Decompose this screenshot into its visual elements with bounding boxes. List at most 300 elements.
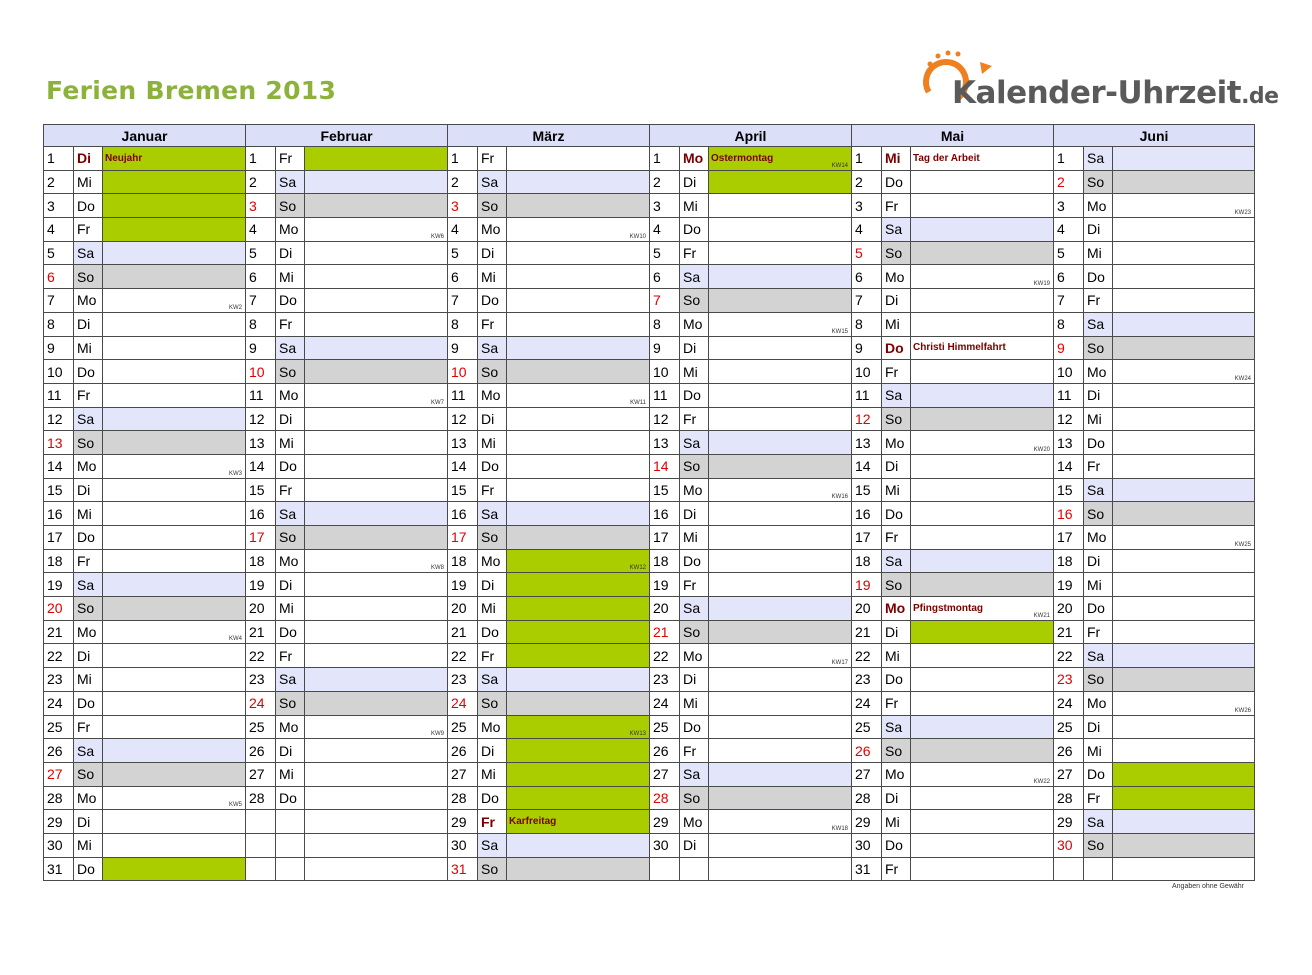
weekday: Mo — [74, 786, 103, 810]
day-number: 21 — [852, 620, 882, 644]
day-number: 24 — [1054, 691, 1084, 715]
day-number: 16 — [650, 502, 680, 526]
day-note — [507, 691, 650, 715]
day-number: 17 — [852, 526, 882, 550]
weekday: Mo — [1084, 691, 1113, 715]
weekday: So — [276, 360, 305, 384]
table-row — [44, 336, 1255, 360]
day-note — [709, 383, 852, 407]
day-note — [305, 265, 448, 289]
weekday: Do — [74, 194, 103, 218]
weekday: Mo — [882, 597, 911, 621]
day-note — [103, 289, 246, 313]
day-number: 1 — [246, 147, 276, 171]
day-number: 21 — [1054, 620, 1084, 644]
weekday: Di — [680, 833, 709, 857]
table-row — [44, 454, 1255, 478]
day-note — [103, 407, 246, 431]
table-row — [44, 644, 1255, 668]
day-note — [709, 454, 852, 478]
day-number: 29 — [852, 810, 882, 834]
weekday: So — [276, 526, 305, 550]
day-note — [103, 170, 246, 194]
week-number: KW19 — [1033, 281, 1050, 288]
table-row — [44, 289, 1255, 313]
week-number: KW14 — [831, 162, 848, 169]
day-number: 19 — [448, 573, 478, 597]
day-number: 24 — [448, 691, 478, 715]
day-note — [103, 502, 246, 526]
table-row — [44, 170, 1255, 194]
weekday: Sa — [276, 170, 305, 194]
day-number: 11 — [44, 383, 74, 407]
day-number: 22 — [246, 644, 276, 668]
weekday: Sa — [882, 549, 911, 573]
weekday: Sa — [276, 336, 305, 360]
weekday: Mi — [74, 833, 103, 857]
day-number: 29 — [650, 810, 680, 834]
day-note — [709, 194, 852, 218]
day-number: 7 — [1054, 289, 1084, 313]
day-note — [507, 454, 650, 478]
day-note — [911, 810, 1054, 834]
day-note — [911, 407, 1054, 431]
empty-cell — [305, 833, 448, 857]
day-number: 20 — [1054, 597, 1084, 621]
weekday: Sa — [680, 265, 709, 289]
day-number: 2 — [650, 170, 680, 194]
day-number: 26 — [246, 739, 276, 763]
weekday: Mo — [882, 431, 911, 455]
weekday: Di — [1084, 383, 1113, 407]
day-note — [103, 810, 246, 834]
weekday: Mo — [680, 147, 709, 171]
day-number: 28 — [1054, 786, 1084, 810]
page-title: Ferien Bremen 2013 — [46, 76, 337, 105]
day-note — [507, 336, 650, 360]
logo-text — [952, 75, 1279, 111]
empty-cell — [276, 857, 305, 881]
weekday: Fr — [882, 691, 911, 715]
day-number: 28 — [650, 786, 680, 810]
weekday: Di — [680, 502, 709, 526]
day-note — [709, 549, 852, 573]
weekday: So — [478, 360, 507, 384]
day-note — [709, 597, 852, 621]
day-number: 11 — [650, 383, 680, 407]
day-note — [911, 857, 1054, 881]
weekday: Sa — [680, 762, 709, 786]
day-number: 27 — [448, 762, 478, 786]
day-number: 7 — [448, 289, 478, 313]
month-header: Januar — [44, 125, 246, 147]
month-header: Mai — [852, 125, 1054, 147]
week-number: KW2 — [228, 304, 242, 311]
day-note — [507, 620, 650, 644]
day-note — [507, 360, 650, 384]
day-number: 5 — [246, 241, 276, 265]
weekday: Di — [680, 336, 709, 360]
day-number: 4 — [44, 218, 74, 242]
weekday: Di — [680, 668, 709, 692]
day-note — [709, 739, 852, 763]
table-row — [44, 526, 1255, 550]
day-number: 4 — [852, 218, 882, 242]
day-note — [1113, 478, 1255, 502]
day-note — [709, 620, 852, 644]
day-number: 18 — [1054, 549, 1084, 573]
day-note — [709, 573, 852, 597]
day-number: 29 — [448, 810, 478, 834]
day-number: 9 — [650, 336, 680, 360]
day-note — [507, 786, 650, 810]
day-number: 16 — [1054, 502, 1084, 526]
holiday-name: Neujahr — [105, 152, 143, 164]
weekday: Di — [478, 739, 507, 763]
day-number: 9 — [448, 336, 478, 360]
weekday: Mo — [478, 218, 507, 242]
weekday: So — [74, 597, 103, 621]
weekday: Di — [478, 573, 507, 597]
day-note — [709, 762, 852, 786]
day-note — [305, 289, 448, 313]
week-number: KW3 — [228, 470, 242, 477]
week-number: KW17 — [831, 660, 848, 667]
weekday: So — [882, 573, 911, 597]
day-note — [507, 644, 650, 668]
weekday: Di — [1084, 549, 1113, 573]
weekday: Do — [882, 833, 911, 857]
empty-cell — [305, 857, 448, 881]
day-note — [709, 312, 852, 336]
day-number: 11 — [448, 383, 478, 407]
day-number: 26 — [448, 739, 478, 763]
table-row — [44, 786, 1255, 810]
day-note — [103, 526, 246, 550]
weekday: Sa — [74, 739, 103, 763]
day-number: 30 — [1054, 833, 1084, 857]
weekday: Di — [74, 644, 103, 668]
empty-cell — [276, 833, 305, 857]
weekday: So — [478, 194, 507, 218]
day-number: 22 — [650, 644, 680, 668]
day-note — [709, 360, 852, 384]
day-note — [709, 478, 852, 502]
day-number: 6 — [1054, 265, 1084, 289]
table-row — [44, 407, 1255, 431]
table-row — [44, 478, 1255, 502]
day-number: 8 — [448, 312, 478, 336]
day-number: 12 — [1054, 407, 1084, 431]
day-note — [709, 147, 852, 171]
day-note — [1113, 620, 1255, 644]
day-number: 5 — [448, 241, 478, 265]
weekday: Di — [680, 170, 709, 194]
day-note — [709, 810, 852, 834]
weekday: Di — [74, 147, 103, 171]
day-note — [1113, 407, 1255, 431]
day-number: 17 — [246, 526, 276, 550]
day-number: 14 — [246, 454, 276, 478]
day-note — [507, 431, 650, 455]
weekday: Mo — [680, 312, 709, 336]
day-number: 6 — [650, 265, 680, 289]
day-number: 24 — [44, 691, 74, 715]
weekday: Di — [74, 478, 103, 502]
day-number: 21 — [650, 620, 680, 644]
day-number: 15 — [246, 478, 276, 502]
day-number: 8 — [650, 312, 680, 336]
day-note — [103, 241, 246, 265]
weekday: Mo — [1084, 526, 1113, 550]
day-note — [709, 715, 852, 739]
day-note — [709, 289, 852, 313]
weekday: Mo — [478, 715, 507, 739]
week-number: KW24 — [1234, 375, 1251, 382]
weekday: Sa — [478, 833, 507, 857]
day-number: 26 — [852, 739, 882, 763]
day-number: 19 — [44, 573, 74, 597]
day-number: 20 — [448, 597, 478, 621]
day-number: 13 — [246, 431, 276, 455]
day-note — [103, 644, 246, 668]
day-number: 9 — [44, 336, 74, 360]
weekday: Do — [74, 857, 103, 881]
day-note — [1113, 739, 1255, 763]
day-note — [507, 833, 650, 857]
day-note — [911, 786, 1054, 810]
day-note — [305, 147, 448, 171]
table-row — [44, 691, 1255, 715]
table-row — [44, 857, 1255, 881]
day-number: 22 — [1054, 644, 1084, 668]
day-number: 31 — [448, 857, 478, 881]
day-number: 20 — [44, 597, 74, 621]
day-number: 15 — [852, 478, 882, 502]
table-row — [44, 265, 1255, 289]
weekday: Fr — [74, 715, 103, 739]
day-number: 2 — [44, 170, 74, 194]
day-note — [103, 147, 246, 171]
weekday: So — [1084, 502, 1113, 526]
table-row — [44, 431, 1255, 455]
weekday: Fr — [1084, 786, 1113, 810]
weekday: Fr — [276, 478, 305, 502]
weekday: Do — [276, 786, 305, 810]
day-note — [911, 691, 1054, 715]
weekday: Mi — [882, 478, 911, 502]
weekday: Do — [680, 549, 709, 573]
weekday: So — [680, 454, 709, 478]
day-number: 4 — [448, 218, 478, 242]
day-note — [305, 691, 448, 715]
day-note — [305, 573, 448, 597]
day-note — [305, 597, 448, 621]
day-note — [1113, 336, 1255, 360]
day-note — [1113, 265, 1255, 289]
day-note — [911, 668, 1054, 692]
empty-cell — [246, 857, 276, 881]
weekday: Di — [882, 620, 911, 644]
weekday: Do — [276, 289, 305, 313]
day-note — [911, 715, 1054, 739]
day-number: 15 — [448, 478, 478, 502]
day-note — [507, 668, 650, 692]
day-number: 13 — [650, 431, 680, 455]
day-number: 28 — [852, 786, 882, 810]
day-number: 6 — [44, 265, 74, 289]
day-note — [103, 857, 246, 881]
logo-main: Kalender-Uhrzeit — [952, 75, 1242, 111]
month-header-row — [44, 125, 1255, 147]
weekday: Fr — [882, 526, 911, 550]
day-number: 19 — [246, 573, 276, 597]
day-note — [911, 147, 1054, 171]
day-note — [911, 644, 1054, 668]
day-note — [305, 739, 448, 763]
day-note — [507, 312, 650, 336]
week-number: KW18 — [831, 825, 848, 832]
day-number: 13 — [1054, 431, 1084, 455]
weekday: Mi — [1084, 407, 1113, 431]
day-note — [1113, 810, 1255, 834]
day-note — [507, 739, 650, 763]
weekday: Sa — [478, 668, 507, 692]
weekday: Do — [74, 691, 103, 715]
weekday: Sa — [74, 241, 103, 265]
day-number: 12 — [650, 407, 680, 431]
day-number: 25 — [246, 715, 276, 739]
day-note — [305, 407, 448, 431]
day-number: 5 — [44, 241, 74, 265]
day-note — [709, 691, 852, 715]
day-note — [1113, 644, 1255, 668]
day-number: 10 — [1054, 360, 1084, 384]
weekday: Mi — [74, 336, 103, 360]
day-note — [1113, 715, 1255, 739]
day-note — [911, 312, 1054, 336]
day-note — [305, 715, 448, 739]
table-row — [44, 715, 1255, 739]
day-number: 11 — [1054, 383, 1084, 407]
day-note — [911, 597, 1054, 621]
day-note — [507, 218, 650, 242]
calendar-table — [43, 124, 1255, 881]
day-number: 3 — [448, 194, 478, 218]
day-number: 17 — [44, 526, 74, 550]
day-number: 16 — [448, 502, 478, 526]
day-note — [709, 644, 852, 668]
week-number: KW25 — [1234, 541, 1251, 548]
weekday: Sa — [74, 407, 103, 431]
week-number: KW8 — [430, 565, 444, 572]
disclaimer: Angaben ohne Gewähr — [1172, 883, 1244, 890]
day-number: 12 — [448, 407, 478, 431]
day-number: 3 — [246, 194, 276, 218]
weekday: Mi — [680, 526, 709, 550]
weekday: Sa — [276, 668, 305, 692]
weekday: Do — [680, 715, 709, 739]
month-header: Februar — [246, 125, 448, 147]
day-number: 12 — [246, 407, 276, 431]
empty-cell — [305, 810, 448, 834]
holiday-name: Tag der Arbeit — [913, 152, 980, 164]
day-number: 1 — [44, 147, 74, 171]
day-number: 27 — [246, 762, 276, 786]
weekday: Fr — [1084, 620, 1113, 644]
weekday: Sa — [1084, 312, 1113, 336]
weekday: Fr — [74, 549, 103, 573]
table-row — [44, 668, 1255, 692]
day-note — [103, 597, 246, 621]
day-note — [507, 194, 650, 218]
day-number: 14 — [1054, 454, 1084, 478]
weekday: Sa — [74, 573, 103, 597]
holiday-name: Pfingstmontag — [913, 602, 983, 614]
weekday: Do — [478, 454, 507, 478]
day-note — [709, 431, 852, 455]
weekday: Sa — [882, 218, 911, 242]
day-note — [1113, 786, 1255, 810]
day-note — [1113, 147, 1255, 171]
table-row — [44, 147, 1255, 171]
weekday: Di — [1084, 218, 1113, 242]
day-number: 1 — [1054, 147, 1084, 171]
weekday: Di — [882, 454, 911, 478]
day-number: 24 — [650, 691, 680, 715]
day-number: 26 — [650, 739, 680, 763]
weekday: So — [1084, 833, 1113, 857]
day-note — [911, 194, 1054, 218]
day-number: 20 — [650, 597, 680, 621]
day-number: 2 — [852, 170, 882, 194]
empty-cell — [246, 810, 276, 834]
table-row — [44, 502, 1255, 526]
day-note — [103, 360, 246, 384]
day-number: 28 — [44, 786, 74, 810]
day-number: 10 — [44, 360, 74, 384]
day-number: 7 — [44, 289, 74, 313]
day-number: 22 — [852, 644, 882, 668]
day-note — [305, 786, 448, 810]
day-number: 21 — [44, 620, 74, 644]
weekday: Mo — [74, 454, 103, 478]
day-number: 20 — [852, 597, 882, 621]
week-number: KW5 — [228, 802, 242, 809]
table-row — [44, 549, 1255, 573]
day-note — [507, 526, 650, 550]
weekday: Sa — [1084, 478, 1113, 502]
weekday: Sa — [1084, 644, 1113, 668]
day-note — [911, 833, 1054, 857]
day-number: 26 — [1054, 739, 1084, 763]
day-number: 18 — [448, 549, 478, 573]
day-number: 30 — [852, 833, 882, 857]
day-number: 22 — [448, 644, 478, 668]
day-note — [103, 194, 246, 218]
day-note — [305, 312, 448, 336]
week-number: KW13 — [629, 731, 646, 738]
day-number: 25 — [1054, 715, 1084, 739]
day-note — [507, 478, 650, 502]
day-note — [305, 360, 448, 384]
table-row — [44, 360, 1255, 384]
day-note — [305, 502, 448, 526]
weekday: So — [680, 289, 709, 313]
logo — [920, 44, 1279, 114]
weekday: Sa — [1084, 147, 1113, 171]
day-number: 21 — [448, 620, 478, 644]
